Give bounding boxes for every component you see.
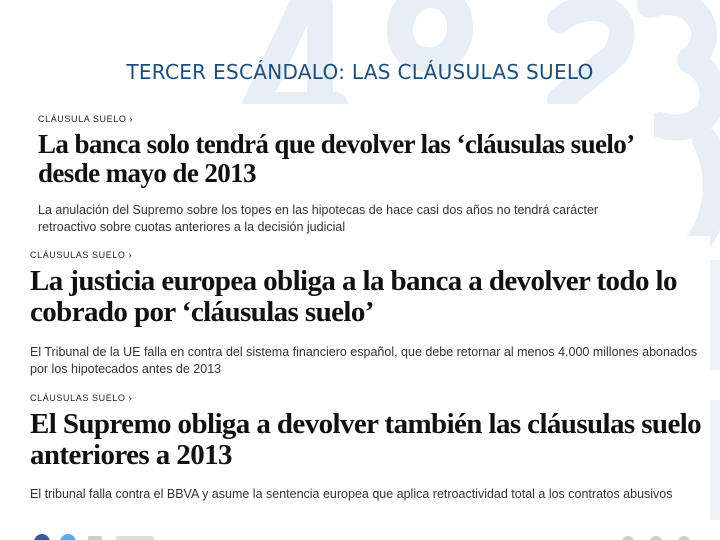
section-kicker[interactable]: CLÁUSULAS SUELO › <box>30 393 133 403</box>
article-headline[interactable]: El Supremo obliga a devolver también las cláusulas suelo anteriores a 2013 <box>30 408 702 472</box>
section-kicker[interactable]: CLÁUSULA SUELO › <box>38 114 134 124</box>
share-icon <box>678 536 690 540</box>
article-subhead: El tribunal falla contra el BBVA y asume la sentencia europea que aplica retroactividad total a los contratos abusivos <box>30 486 673 501</box>
share-icon <box>34 534 50 540</box>
news-clipping <box>20 381 710 531</box>
article-subhead: La anulación del Supremo sobre los topes en las hipotecas de hace casi dos años no tendrá carácter retroactivo sobre cuotas anteriores a la decisión judicial <box>38 203 599 235</box>
news-clipping <box>20 236 710 376</box>
slide-title: TERCER ESCÁNDALO: LAS CLÁUSULAS SUELO <box>126 60 594 84</box>
news-clipping <box>30 104 654 234</box>
share-icon <box>60 534 76 540</box>
article-subhead: El Tribunal de la UE falla en contra del sistema financiero español, que debe retornar al menos 4.000 millones abonados por los hipotecados antes de 2013 <box>30 344 698 376</box>
share-icon <box>650 536 662 540</box>
article-headline[interactable]: La justicia europea obliga a la banca a devolver todo lo cobrado por ‘cláusulas suelo’ <box>30 265 677 329</box>
share-icon <box>88 536 102 540</box>
share-icons-strip <box>0 530 720 540</box>
article-headline[interactable]: La banca solo tendrá que devolver las ‘cláusulas suelo’ desde mayo de 2013 <box>38 129 633 189</box>
share-icon <box>116 536 154 540</box>
share-icon <box>622 536 634 540</box>
section-kicker[interactable]: CLÁUSULAS SUELO › <box>30 250 133 260</box>
